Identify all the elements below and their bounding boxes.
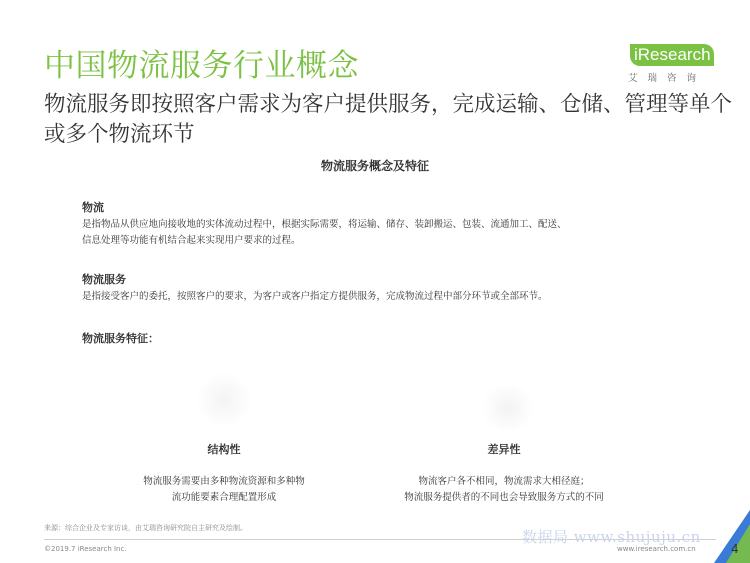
feature-line: 流功能要素合理配置形成: [171, 492, 277, 503]
features-label: 物流服务特征：: [82, 332, 159, 345]
definition-line: 是指接受客户的委托，按照客户的要求，为客户或客户指定方提供服务，完成物流过程中部分环节或全部环节。: [82, 291, 548, 302]
definition-text-logistics-service: [82, 289, 702, 305]
structure-icon: [196, 372, 252, 428]
definition-term-logistics: 物流: [82, 201, 104, 214]
feature-title-difference: 差异性: [487, 443, 521, 456]
definition-term-logistics-service: 物流服务: [82, 273, 126, 286]
difference-icon: [478, 386, 538, 430]
definition-line: 是指物品从供应地向接收地的实体流动过程中，根据实际需要，将运输、储存、装卸搬运、包装、流通加工、配送、: [82, 219, 567, 230]
logo-chinese-name: 艾瑞咨询: [628, 73, 707, 84]
feature-line: 物流服务需要由多种物流资源和多种物: [143, 476, 305, 487]
corner-decoration: [700, 510, 750, 563]
copyright: ©2019.7 iResearch Inc.: [44, 545, 127, 553]
source-note: 来源：综合企业及专家访谈，由艾瑞咨询研究院自主研究及绘制。: [44, 524, 247, 532]
watermark: 数据局 www.shujuju.cn: [522, 528, 701, 546]
feature-desc-difference: [374, 474, 634, 506]
feature-line: 物流客户各不相同，物流需求大相径庭；: [418, 476, 590, 487]
logo-wordmark: iResearch: [630, 44, 714, 66]
page-title: 中国物流服务行业概念: [44, 48, 359, 84]
website-link[interactable]: www.iresearch.com.cn: [617, 545, 696, 553]
feature-line: 物流服务提供者的不同也会导致服务方式的不同: [404, 492, 604, 503]
page-subtitle: 物流服务即按照客户需求为客户提供服务，完成运输、仓储、管理等单个或多个物流环节: [44, 92, 733, 147]
section-heading: 物流服务概念及特征: [320, 159, 429, 173]
iresearch-logo: [622, 42, 722, 87]
definition-line: 信息处理等功能有机结合起来实现用户要求的过程。: [82, 235, 301, 246]
feature-desc-structure: [104, 474, 344, 506]
feature-title-structure: 结构性: [207, 443, 241, 456]
definition-text-logistics: [82, 217, 702, 249]
page-number: 4: [731, 542, 739, 556]
